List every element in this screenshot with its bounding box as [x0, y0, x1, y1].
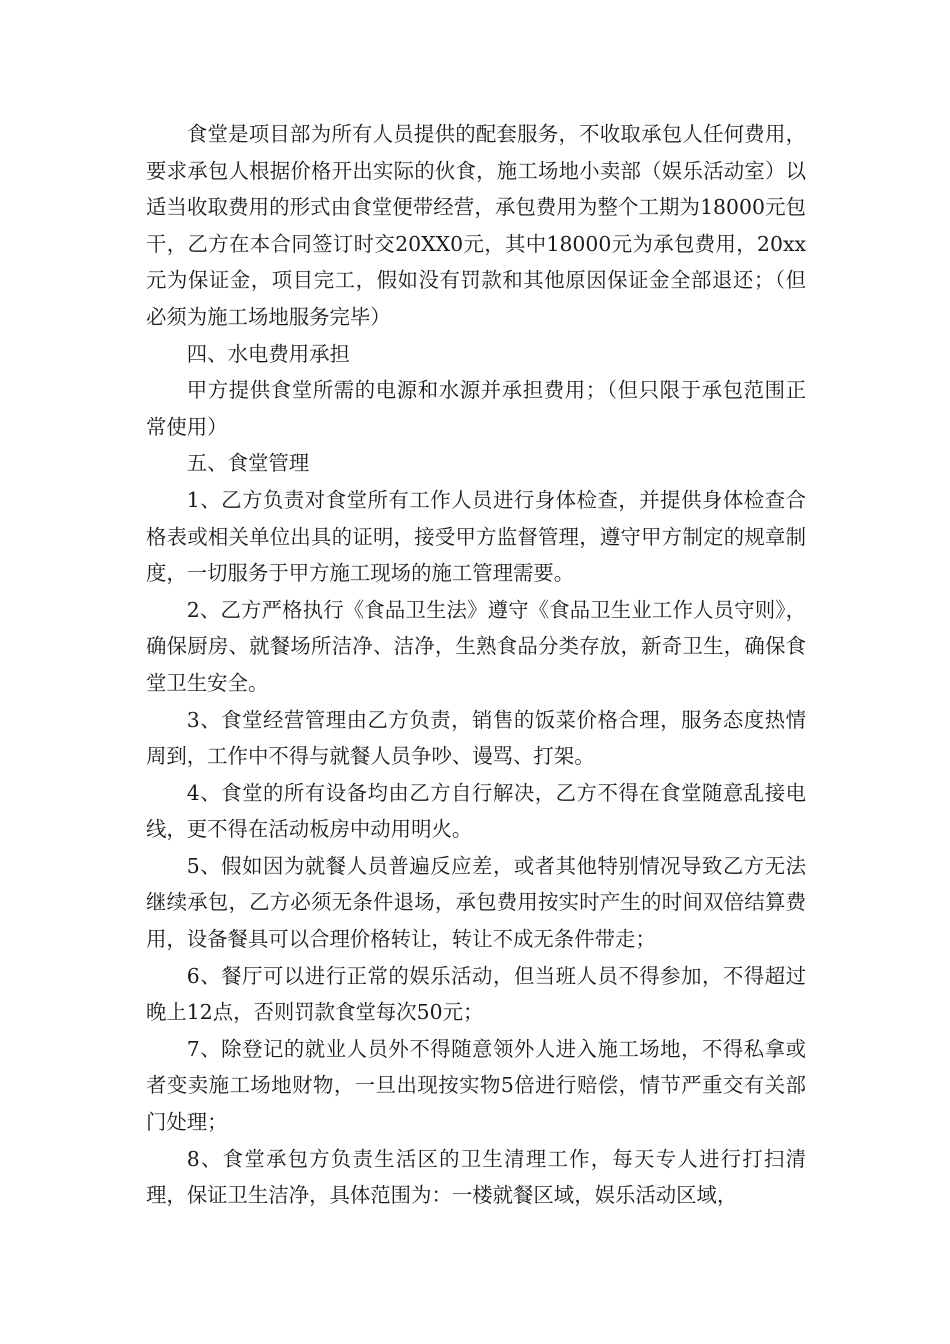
clause-6: 6、餐厅可以进行正常的娱乐活动，但当班人员不得参加，不得超过晚上12点，否则罚款食堂每次50元；: [146, 963, 806, 1025]
clause-4: 4、食堂的所有设备均由乙方自行解决，乙方不得在食堂随意乱接电线，更不得在活动板房中动用明火。: [146, 780, 806, 842]
clause-1: 1、乙方负责对食堂所有工作人员进行身体检查，并提供身体检查合格表或相关单位出具的证明，接受甲方监督管理，遵守甲方制定的规章制度，一切服务于甲方施工现场的施工管理需要。: [146, 487, 806, 586]
clause-2: 2、乙方严格执行《食品卫生法》遵守《食品卫生业工作人员守则》，确保厨房、就餐场所洁净、洁净，生熟食品分类存放，新奇卫生，确保食堂卫生安全。: [146, 597, 806, 695]
clause-3: 3、食堂经营管理由乙方负责，销售的饭菜价格合理，服务态度热情周到，工作中不得与就餐人员争吵、谩骂、打架。: [146, 707, 806, 769]
clause-5: 5、假如因为就餐人员普遍反应差，或者其他特别情况导致乙方无法继续承包，乙方必须无条件退场，承包费用按实时产生的时间双倍结算费用，设备餐具可以合理价格转让，转让不成无条件带走；: [146, 853, 806, 952]
clause-7: 7、除登记的就业人员外不得随意领外人进入施工场地，不得私拿或者变卖施工场地财物，一旦出现按实物5倍进行赔偿，情节严重交有关部门处理；: [146, 1036, 806, 1135]
heading-canteen-management: 五、食堂管理: [186, 451, 310, 476]
clause-8: 8、食堂承包方负责生活区的卫生清理工作，每天专人进行打扫清理，保证卫生洁净，具体范围为：一楼就餐区域，娱乐活动区域，: [146, 1146, 806, 1208]
document-body: [146, 116, 806, 1214]
paragraph-utilities: 甲方提供食堂所需的电源和水源并承担费用；（但只限于承包范围正常使用）: [146, 378, 806, 439]
heading-utilities: 四、水电费用承担: [186, 341, 350, 366]
paragraph-canteen-fees: 食堂是项目部为所有人员提供的配套服务，不收取承包人任何费用，要求承包人根据价格开出实际的伙食，施工场地小卖部（娱乐活动室）以适当收取费用的形式由食堂便带经营，承包费用为整个工期为18000元包干，乙方在本合同签订时交20XX0元，其中18000元为承包费用，20xx元为保证金，项目完工，假如没有罚款和其他原因保证金全部退还；（但必须为施工场地服务完毕）: [146, 122, 806, 329]
